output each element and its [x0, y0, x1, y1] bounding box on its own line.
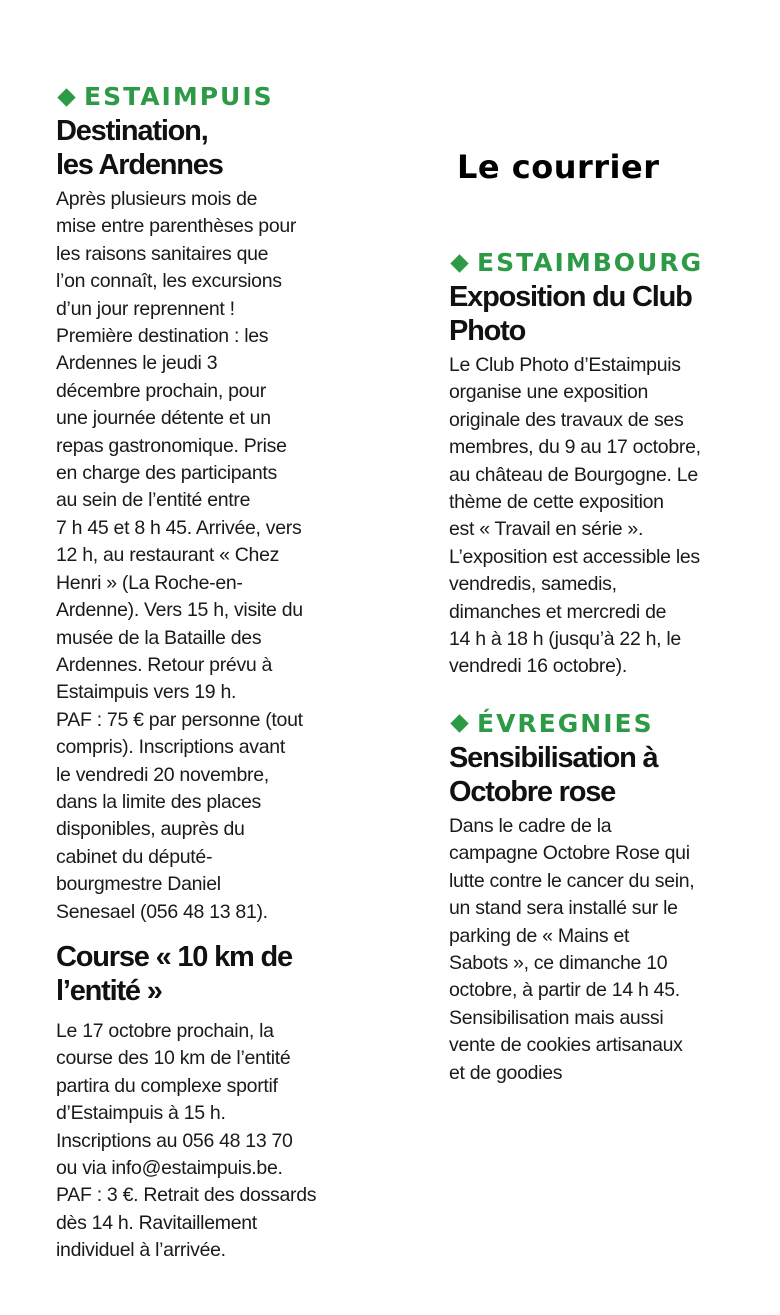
body-line: originale des travaux de ses: [449, 408, 684, 431]
article-headline: [56, 114, 338, 182]
article-exposition-club-photo: [449, 248, 749, 681]
locality-label: ESTAIMPUIS: [84, 82, 274, 111]
article-body: [449, 352, 749, 681]
body-line: organise une exposition: [449, 381, 649, 404]
body-line: d’un jour reprennent !: [56, 297, 235, 320]
right-column: [449, 248, 749, 1097]
body-line: vendredi 16 octobre).: [449, 655, 627, 678]
body-line: 14 h à 18 h (jusqu’à 22 h, le: [449, 628, 681, 651]
body-line: disponibles, auprès du: [56, 818, 245, 841]
body-line: décembre prochain, pour: [56, 379, 266, 402]
body-line: Sabots », ce dimanche 10: [449, 951, 668, 974]
body-line: parking de « Mains et: [449, 924, 630, 947]
locality-label: ESTAIMBOURG: [477, 248, 704, 277]
body-line: 12 h, au restaurant « Chez: [56, 544, 280, 567]
headline-line: Octobre rose: [449, 775, 616, 808]
headline-line: Exposition du Club: [449, 281, 692, 313]
body-line: repas gastronomique. Prise: [56, 434, 287, 457]
locality-header: [449, 248, 749, 278]
article-body: [449, 813, 749, 1087]
headline-line: l’entité »: [56, 974, 162, 1007]
body-line: les raisons sanitaires que: [56, 242, 269, 265]
article-headline: [449, 741, 749, 809]
diamond-icon: [57, 88, 75, 106]
body-line: Ardennes. Retour prévu à: [56, 653, 273, 676]
body-line: au sein de l’entité entre: [56, 489, 251, 512]
body-line: Ardenne). Vers 15 h, visite du: [56, 599, 303, 622]
body-line: Ardennes le jeudi 3: [56, 352, 218, 375]
article-body: [56, 1018, 338, 1265]
body-line: vendredis, samedis,: [449, 573, 617, 596]
body-line: 7 h 45 et 8 h 45. Arrivée, vers: [56, 516, 302, 539]
body-line: et de goodies: [449, 1061, 563, 1084]
body-line: dimanches et mercredi de: [449, 600, 667, 623]
body-line: Après plusieurs mois de: [56, 188, 258, 210]
body-line: vente de cookies artisanaux: [449, 1034, 683, 1057]
diamond-icon: [450, 715, 468, 733]
body-line: Première destination : les: [56, 325, 269, 348]
left-column: [56, 82, 338, 1275]
body-line: Le 17 octobre prochain, la: [56, 1019, 274, 1042]
body-line: d’Estaimpuis à 15 h.: [56, 1102, 226, 1125]
body-line: musée de la Bataille des: [56, 626, 262, 649]
body-line: Inscriptions au 056 48 13 70: [56, 1129, 293, 1152]
body-line: Estaimpuis vers 19 h.: [56, 681, 237, 704]
body-line: Dans le cadre de la: [449, 814, 612, 837]
body-line: est « Travail en série ».: [449, 518, 644, 541]
body-line: Senesael (056 48 13 81).: [56, 900, 268, 923]
body-line: compris). Inscriptions avant: [56, 736, 285, 759]
body-line: un stand sera installé sur le: [449, 897, 678, 920]
headline-line: les Ardennes: [56, 149, 223, 181]
body-line: dès 14 h. Ravitaillement: [56, 1211, 257, 1234]
body-line: dans la limite des places: [56, 790, 261, 813]
body-line: PAF : 3 €. Retrait des dossards: [56, 1184, 317, 1207]
diamond-icon: [450, 254, 468, 272]
article-destination-ardennes: [56, 82, 338, 926]
body-line: ou via info@estaimpuis.be.: [56, 1157, 283, 1179]
body-line: Sensibilisation mais aussi: [449, 1006, 664, 1029]
body-line: une journée détente et un: [56, 407, 271, 430]
body-line: octobre, à partir de 14 h 45.: [449, 979, 680, 1002]
headline-line: Course « 10 km de: [56, 940, 292, 973]
masthead: Le courrier: [457, 148, 660, 186]
body-line: le vendredi 20 novembre,: [56, 763, 269, 786]
body-line: partira du complexe sportif: [56, 1074, 278, 1097]
body-line: au château de Bourgogne. Le: [449, 463, 698, 486]
body-line: bourgmestre Daniel: [56, 873, 221, 896]
body-line: L’exposition est accessible les: [449, 545, 700, 568]
locality-header: [56, 82, 338, 112]
body-line: PAF : 75 € par personne (tout: [56, 708, 303, 731]
body-line: mise entre parenthèses pour: [56, 215, 297, 238]
body-line: en charge des participants: [56, 462, 277, 485]
body-line: individuel à l’arrivée.: [56, 1239, 226, 1262]
body-line: course des 10 km de l’entité: [56, 1047, 291, 1070]
article-headline: [56, 940, 338, 1008]
article-course-10km: [56, 940, 338, 1265]
body-line: campagne Octobre Rose qui: [449, 842, 690, 865]
article-body: [56, 186, 338, 926]
locality-label: ÉVREGNIES: [477, 708, 654, 738]
body-line: Le Club Photo d’Estaimpuis: [449, 354, 681, 376]
body-line: Henri » (La Roche-en-: [56, 571, 243, 594]
headline-line: Sensibilisation à: [449, 741, 658, 774]
body-line: membres, du 9 au 17 octobre,: [449, 436, 701, 459]
body-line: cabinet du député-: [56, 845, 213, 868]
article-headline: [449, 280, 749, 348]
body-line: l’on connaît, les excursions: [56, 270, 282, 293]
body-line: lutte contre le cancer du sein,: [449, 869, 695, 892]
article-octobre-rose: [449, 709, 749, 1087]
locality-header: [449, 709, 749, 739]
headline-line: Destination,: [56, 115, 208, 147]
body-line: thème de cette exposition: [449, 491, 664, 514]
headline-line: Photo: [449, 315, 526, 347]
